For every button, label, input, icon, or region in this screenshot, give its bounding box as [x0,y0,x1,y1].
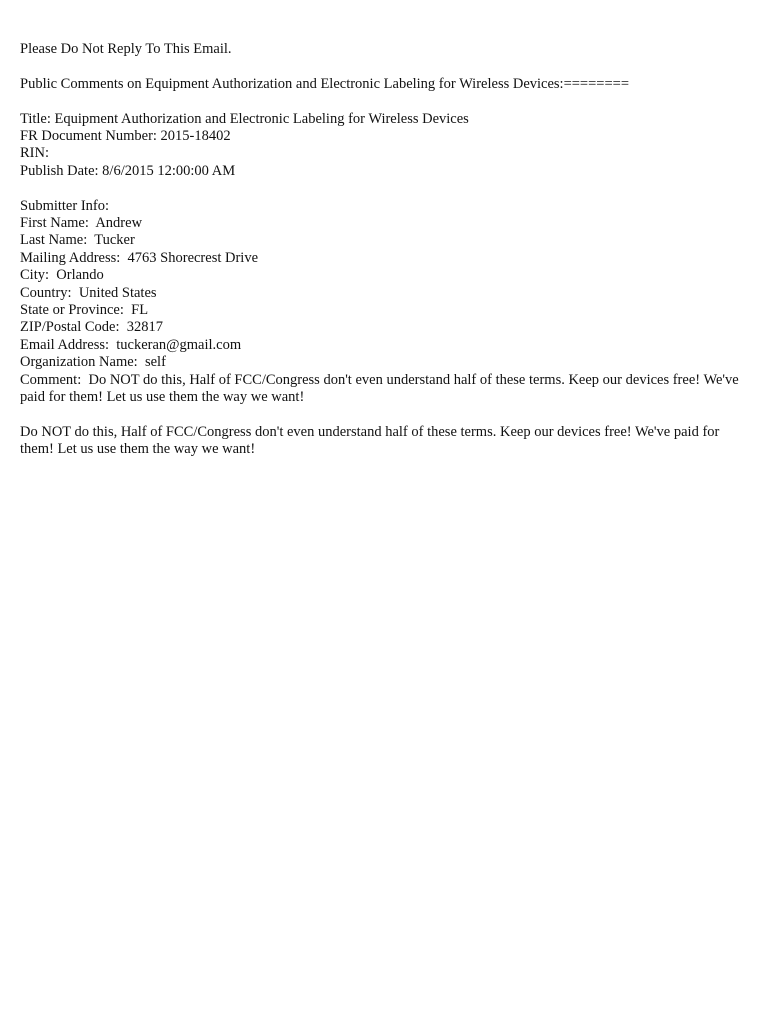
organization-row [20,354,740,371]
email-document [20,41,740,459]
comment-value: Do NOT do this, Half of FCC/Congress don't even understand half of these terms. Keep our devices free! We've paid for them! Let us use them the way we want! [20,371,739,406]
spacer [20,180,740,197]
field-label: Mailing Address: [20,249,121,266]
email-heading: Public Comments on Equipment Authorization and Electronic Labeling for Wireless Devices:======== [20,75,629,92]
spacer [20,406,740,423]
field-label: First Name: [20,215,89,232]
field-value: 32817 [126,319,163,336]
field-value: tuckeran@gmail.com [116,336,242,353]
field-label: Last Name: [20,232,88,249]
field-value: Andrew [95,215,143,232]
city-row [20,267,740,284]
field-value: Tucker [94,232,135,249]
field-label: Organization Name: [20,354,138,371]
field-label: ZIP/Postal Code: [20,319,120,336]
comment-row [20,372,740,407]
mailing-address-row [20,250,740,267]
field-value: 4763 Shorecrest Drive [127,249,259,266]
fr-document-number: FR Document Number: 2015-18402 [20,128,231,144]
comment-body: Do NOT do this, Half of FCC/Congress don't even understand half of these terms. Keep our devices free! We've paid for them! Let us use them the way we want! [20,423,720,458]
state-row [20,302,740,319]
do-not-reply-notice: Please Do Not Reply To This Email. [20,41,232,57]
field-value: self [144,354,166,371]
submitter-info-header: Submitter Info: [20,197,110,214]
field-value: United States [78,284,157,301]
spacer [20,93,740,110]
field-value: Orlando [56,267,104,284]
spacer [20,58,740,75]
email-row [20,337,740,354]
rin: RIN: [20,145,49,162]
field-label: State or Province: [20,302,124,319]
field-value: FL [131,302,149,319]
document-title: Title: Equipment Authorization and Electronic Labeling for Wireless Devices [20,110,469,127]
field-label: Email Address: [20,336,110,353]
field-label: Country: [20,284,72,301]
field-label: City: [20,267,50,284]
country-row [20,285,740,302]
last-name-row [20,232,740,249]
first-name-row [20,215,740,232]
publish-date: Publish Date: 8/6/2015 12:00:00 AM [20,162,236,179]
comment-label: Comment: [20,371,82,388]
zip-row [20,319,740,336]
